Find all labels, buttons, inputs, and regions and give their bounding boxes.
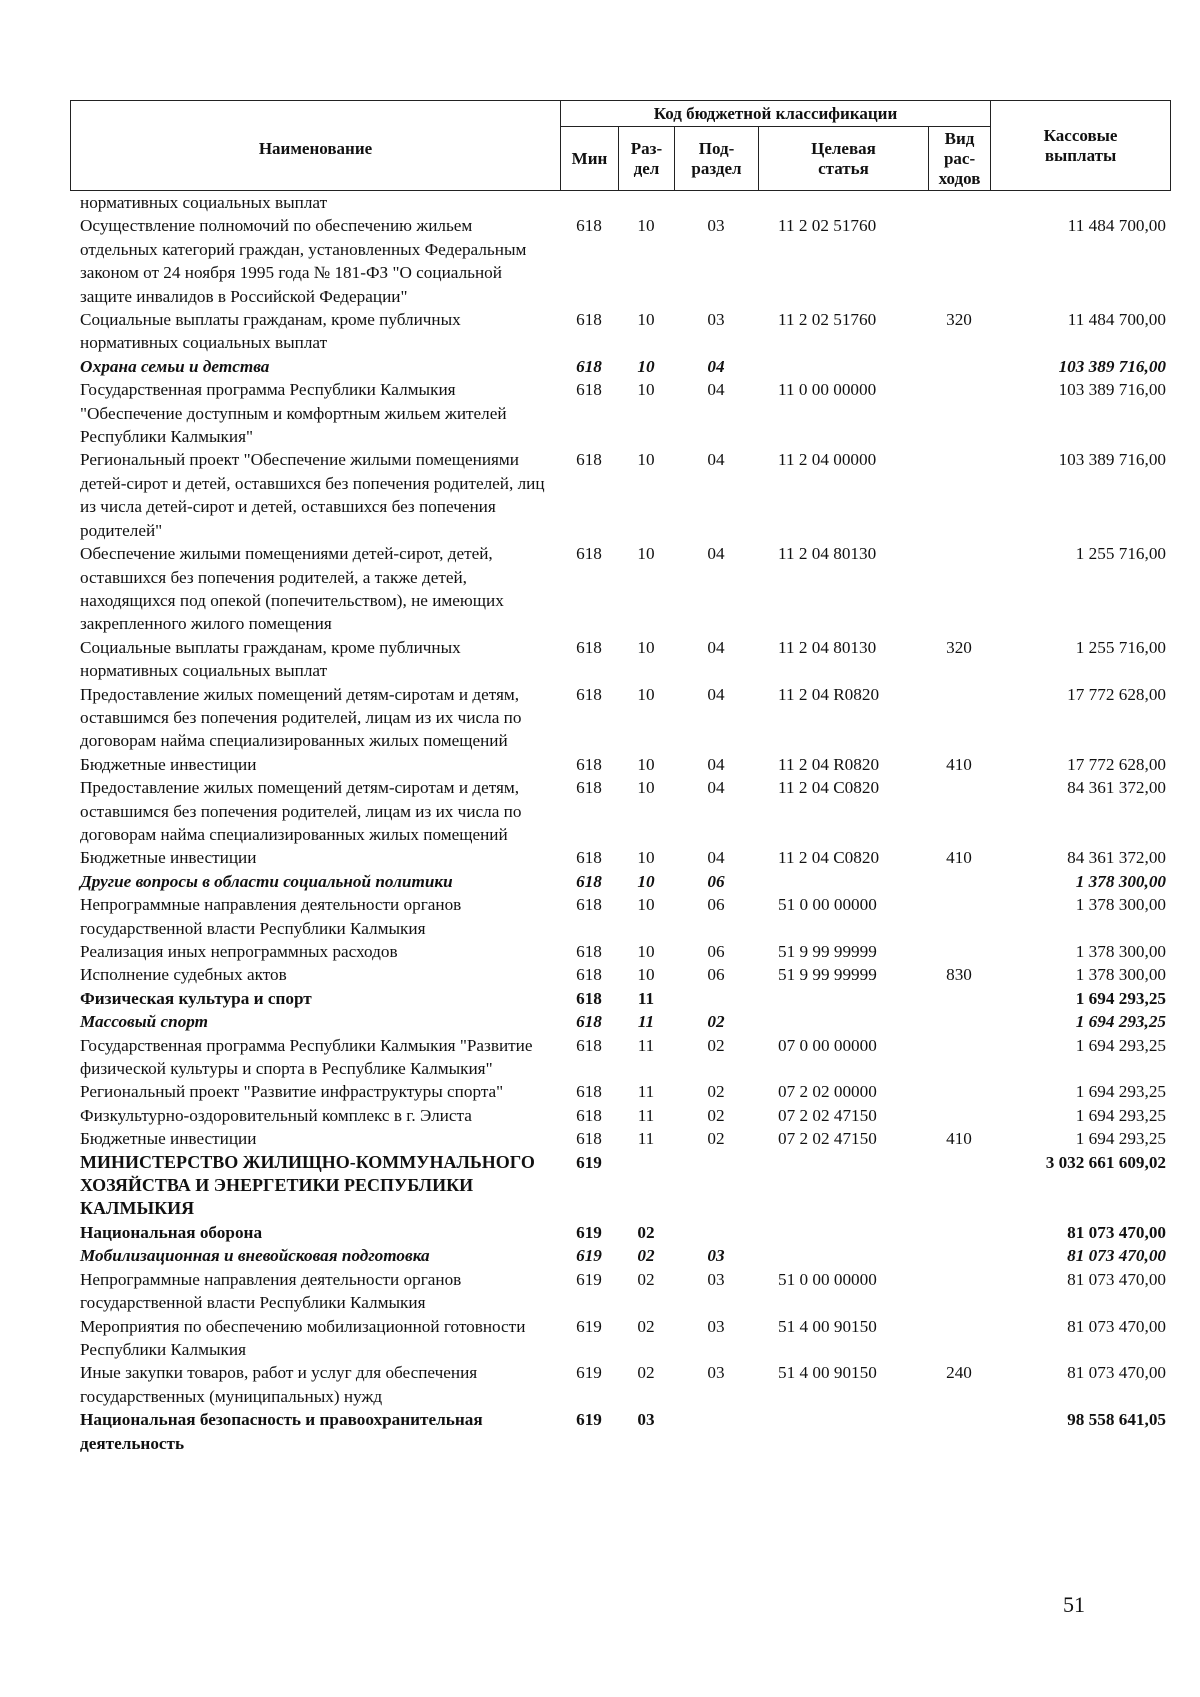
row-name: Государственная программа Республики Калмыкия "Развитие физической культуры и спорта в Республике Калмыкия" [80,1035,533,1079]
row-target: 51 4 00 90150 [778,1363,877,1383]
row-amount: 1 694 293,25 [1075,1035,1166,1055]
row-razdel: 11 [637,1129,655,1149]
table-row [70,1151,1170,1221]
row-podrazdel: 03 [707,1246,725,1266]
row-podrazdel: 04 [707,848,725,868]
row-vid [928,378,990,448]
row-vid [928,987,990,1010]
row-amount: 17 772 628,00 [1067,684,1166,704]
row-vid: 410 [946,848,972,868]
row-podrazdel: 06 [707,895,725,915]
row-name: Осуществление полномочий по обеспечению жильем отдельных категорий граждан, установленных Федеральным законом от 24 ноября 1995 года № 181-ФЗ "О социальной защите инвалидов в Российской Федерации" [80,216,527,306]
row-podrazdel: 02 [707,1082,725,1102]
row-vid [928,191,990,214]
row-podrazdel: 02 [707,1129,725,1149]
row-min: 618 [576,1082,602,1102]
row-amount [990,191,1170,214]
row-vid [928,1315,990,1362]
row-min: 619 [576,1410,602,1430]
row-podrazdel: 04 [707,684,725,704]
row-podrazdel [674,1408,758,1455]
row-target: 11 2 02 51760 [778,216,877,236]
row-name: Непрограммные направления деятельности органов государственной власти Республики Калмыкия [80,895,462,938]
table-row [70,542,1170,636]
row-target: 11 2 02 51760 [778,310,877,330]
table-row [70,1034,1170,1081]
table-row [70,1408,1170,1455]
row-min: 618 [576,1012,602,1032]
row-amount: 1 378 300,00 [1075,895,1166,915]
table-row [70,355,1170,378]
table-row [70,214,1170,308]
row-min: 618 [576,942,602,961]
row-name: Иные закупки товаров, работ и услуг для обеспечения государственных (муниципальных) нужд [80,1363,478,1406]
row-name: Физкультурно-оздоровительный комплекс в г. Элиста [80,1105,472,1125]
row-amount: 1 255 716,00 [1075,637,1166,657]
row-amount: 17 772 628,00 [1067,754,1166,774]
table-row [70,940,1170,963]
row-razdel [618,1151,674,1221]
table-row [70,893,1170,940]
row-min: 618 [576,1035,602,1055]
table-row [70,1127,1170,1150]
row-min: 618 [576,778,602,798]
row-target: 07 2 02 47150 [778,1105,877,1125]
row-target [758,355,928,378]
row-name: Непрограммные направления деятельности органов государственной власти Республики Калмыкия [80,1269,462,1313]
row-target: 11 2 04 00000 [778,450,877,470]
row-amount: 103 389 716,00 [1058,380,1166,400]
row-podrazdel: 04 [707,754,725,774]
row-name: нормативных социальных выплат [80,193,328,212]
row-podrazdel: 04 [707,637,725,657]
row-razdel: 02 [637,1269,655,1289]
row-name: Национальная безопасность и правоохранительная деятельность [80,1410,483,1453]
row-min: 618 [576,356,602,376]
row-target: 11 2 04 80130 [778,544,877,564]
row-razdel: 11 [637,988,655,1008]
row-amount: 11 484 700,00 [1067,216,1166,236]
row-target: 07 2 02 00000 [778,1082,877,1102]
row-name: Бюджетные инвестиции [80,848,257,868]
row-name: Социальные выплаты гражданам, кроме публичных нормативных социальных выплат [80,637,461,681]
row-name: Региональный проект "Обеспечение жилыми помещениями детей-сирот и детей, оставшихся без попечения родителей, лиц из числа детей-сирот и детей, оставшихся без попечения родителей" [80,450,545,540]
budget-table [70,191,1170,1455]
row-amount: 98 558 641,05 [1067,1410,1166,1430]
row-razdel: 10 [637,871,655,891]
row-podrazdel: 04 [707,778,725,798]
row-amount: 103 389 716,00 [1058,356,1166,376]
row-razdel: 10 [637,356,655,376]
header-name: Наименование [71,101,561,191]
row-vid [928,1244,990,1267]
row-razdel: 10 [637,848,655,868]
page-number: 51 [1063,1592,1085,1617]
row-target [758,1221,928,1244]
row-vid [928,1151,990,1221]
row-razdel: 02 [637,1316,655,1336]
row-razdel: 02 [637,1222,655,1242]
table-row [70,1104,1170,1127]
row-podrazdel: 06 [707,942,725,961]
header-payments: Кассовые выплаты [991,101,1171,191]
row-vid [928,1408,990,1455]
row-vid [928,1010,990,1033]
row-podrazdel: 06 [707,871,725,891]
table-row [70,1268,1170,1315]
row-min: 619 [576,1222,602,1242]
row-vid [928,448,990,542]
row-podrazdel: 03 [707,1363,725,1383]
row-min [560,191,618,214]
header-razdel: Раз- дел [619,127,675,191]
row-target: 51 0 00 00000 [778,895,877,915]
row-podrazdel: 03 [707,1269,725,1289]
row-razdel: 10 [637,450,655,470]
row-podrazdel: 04 [707,356,725,376]
row-target [758,987,928,1010]
row-name: МИНИСТЕРСТВО ЖИЛИЩНО-КОММУНАЛЬНОГО ХОЗЯЙСТВА И ЭНЕРГЕТИКИ РЕСПУБЛИКИ КАЛМЫКИЯ [80,1151,535,1219]
table-row [70,683,1170,753]
row-name: Другие вопросы в области социальной политики [80,871,453,891]
row-amount: 1 378 300,00 [1075,871,1166,891]
row-vid: 410 [946,1129,972,1149]
row-min: 618 [576,216,602,236]
row-vid: 410 [946,754,972,774]
table-row [70,378,1170,448]
row-target [758,1151,928,1221]
row-min: 618 [576,871,602,891]
row-razdel: 11 [637,1082,655,1102]
header-vid: Вид рас- ходов [929,127,991,191]
row-podrazdel [674,1151,758,1221]
row-min: 618 [576,895,602,915]
row-min: 618 [576,988,602,1008]
row-vid [928,214,990,308]
row-amount: 3 032 661 609,02 [1045,1152,1166,1172]
row-min: 619 [576,1363,602,1383]
row-amount: 103 389 716,00 [1058,450,1166,470]
row-name: Государственная программа Республики Калмыкия "Обеспечение доступным и комфортным жильем жителей Республики Калмыкия" [80,380,507,447]
row-podrazdel: 03 [707,1316,725,1336]
row-vid [928,1221,990,1244]
row-amount: 1 255 716,00 [1075,544,1166,564]
row-min: 618 [576,684,602,704]
row-razdel: 10 [637,942,655,961]
row-target [758,1010,928,1033]
row-podrazdel: 03 [707,216,725,236]
row-min: 619 [576,1152,602,1172]
row-target: 11 2 04 80130 [778,637,877,657]
row-vid [928,1268,990,1315]
row-target: 07 2 02 47150 [778,1129,877,1149]
row-name: Бюджетные инвестиции [80,754,257,774]
row-podrazdel [674,987,758,1010]
row-vid: 240 [946,1363,972,1383]
row-amount: 81 073 470,00 [1067,1222,1166,1242]
row-amount: 1 694 293,25 [1075,1129,1166,1149]
row-name: Обеспечение жилыми помещениями детей-сирот, детей, оставшихся без попечения родителей, а также детей, находящихся под опекой (попечительством), не имеющих закрепленного жилого помещения [80,544,504,634]
row-amount: 81 073 470,00 [1067,1246,1166,1266]
row-razdel: 11 [637,1012,655,1032]
row-target [758,870,928,893]
row-min: 618 [576,754,602,774]
row-vid [928,1080,990,1103]
row-target: 11 2 04 R0820 [778,684,880,704]
header-target: Целевая статья [759,127,929,191]
table-row [70,1361,1170,1408]
row-name: Бюджетные инвестиции [80,1129,257,1149]
row-min: 619 [576,1269,602,1289]
row-razdel: 11 [637,1105,655,1125]
row-target [758,1244,928,1267]
table-row [70,448,1170,542]
row-razdel: 10 [637,380,655,400]
row-name: Региональный проект "Развитие инфраструктуры спорта" [80,1082,504,1102]
row-name: Мобилизационная и вневойсковая подготовка [80,1246,430,1266]
row-target [758,1408,928,1455]
table-row [70,963,1170,986]
header-code-group: Код бюджетной классификации [561,101,991,127]
table-row [70,636,1170,683]
row-podrazdel: 06 [707,965,725,985]
table-row [70,870,1170,893]
row-podrazdel: 04 [707,380,725,400]
row-min: 619 [576,1316,602,1336]
row-amount: 1 378 300,00 [1075,942,1166,961]
row-podrazdel: 02 [707,1035,725,1055]
header-min: Мин [561,127,619,191]
row-name: Исполнение судебных актов [80,965,287,985]
row-min: 618 [576,380,602,400]
table-row [70,753,1170,776]
row-target: 51 9 99 99999 [778,965,877,985]
row-amount: 1 694 293,25 [1075,1012,1166,1032]
row-razdel: 10 [637,684,655,704]
row-razdel: 03 [637,1410,655,1430]
row-vid: 320 [946,637,972,657]
row-razdel: 10 [637,778,655,798]
row-podrazdel: 02 [707,1012,725,1032]
row-amount: 1 694 293,25 [1075,1082,1166,1102]
row-vid [928,1104,990,1127]
row-razdel: 11 [637,1035,655,1055]
row-vid [928,776,990,846]
row-target: 51 0 00 00000 [778,1269,877,1289]
row-name: Предоставление жилых помещений детям-сиротам и детям, оставшимся без попечения родителей, лицам из их числа по договорам найма специализированных жилых помещений [80,778,522,844]
row-target: 51 4 00 90150 [778,1316,877,1336]
row-target: 11 0 00 00000 [778,380,877,400]
row-amount: 1 694 293,25 [1075,1105,1166,1125]
table-row [70,1221,1170,1244]
row-min: 618 [576,450,602,470]
table-row [70,1315,1170,1362]
row-podrazdel: 03 [707,310,725,330]
row-name: Мероприятия по обеспечению мобилизационной готовности Республики Калмыкия [80,1316,526,1359]
row-vid [928,893,990,940]
row-target: 51 9 99 99999 [778,942,877,961]
row-amount: 81 073 470,00 [1067,1363,1166,1383]
budget-page [70,100,1170,1455]
table-row [70,308,1170,355]
table-row [70,846,1170,869]
row-min: 618 [576,848,602,868]
row-amount: 81 073 470,00 [1067,1269,1166,1289]
row-amount: 84 361 372,00 [1067,778,1166,798]
row-name: Национальная оборона [80,1222,263,1242]
row-target: 07 0 00 00000 [778,1035,877,1055]
row-target: 11 2 04 R0820 [778,754,880,774]
row-min: 619 [576,1246,602,1266]
row-razdel: 10 [637,310,655,330]
table-row [70,776,1170,846]
row-vid [928,542,990,636]
row-target: 11 2 04 C0820 [778,848,880,868]
row-name: Предоставление жилых помещений детям-сиротам и детям, оставшимся без попечения родителей, лицам из их числа по договорам найма специализированных жилых помещений [80,684,522,751]
row-min: 618 [576,637,602,657]
row-vid [928,683,990,753]
row-min: 618 [576,310,602,330]
row-vid [928,355,990,378]
row-target [758,191,928,214]
row-vid [928,940,990,963]
table-row [70,1244,1170,1267]
header-podrazdel: Под- раздел [675,127,759,191]
row-name: Охрана семьи и детства [80,356,270,376]
row-vid [928,870,990,893]
row-min: 618 [576,1129,602,1149]
row-podrazdel [674,1221,758,1244]
row-name: Массовый спорт [80,1012,209,1032]
row-razdel: 02 [637,1246,655,1266]
row-amount: 1 378 300,00 [1075,965,1166,985]
row-min: 618 [576,544,602,564]
row-razdel: 10 [637,895,655,915]
row-razdel [618,191,674,214]
row-razdel: 10 [637,965,655,985]
row-vid [928,1034,990,1081]
row-vid: 320 [946,310,972,330]
row-amount: 81 073 470,00 [1067,1316,1166,1336]
table-header [70,100,1171,191]
row-name: Реализация иных непрограммных расходов [80,942,398,961]
row-amount: 11 484 700,00 [1067,310,1166,330]
row-min: 618 [576,1105,602,1125]
row-amount: 1 694 293,25 [1075,988,1166,1008]
row-vid: 830 [946,965,972,985]
row-name: Социальные выплаты гражданам, кроме публичных нормативных социальных выплат [80,310,461,353]
row-target: 11 2 04 C0820 [778,778,880,798]
row-podrazdel: 02 [707,1105,725,1125]
row-razdel: 10 [637,637,655,657]
table-row [70,191,1170,214]
row-razdel: 10 [637,544,655,564]
row-razdel: 10 [637,216,655,236]
row-podrazdel: 04 [707,544,725,564]
row-podrazdel: 04 [707,450,725,470]
table-row [70,1080,1170,1103]
row-razdel: 10 [637,754,655,774]
table-row [70,987,1170,1010]
table-row [70,1010,1170,1033]
row-podrazdel [674,191,758,214]
row-amount: 84 361 372,00 [1067,848,1166,868]
row-min: 618 [576,965,602,985]
row-razdel: 02 [637,1363,655,1383]
row-name: Физическая культура и спорт [80,988,312,1008]
